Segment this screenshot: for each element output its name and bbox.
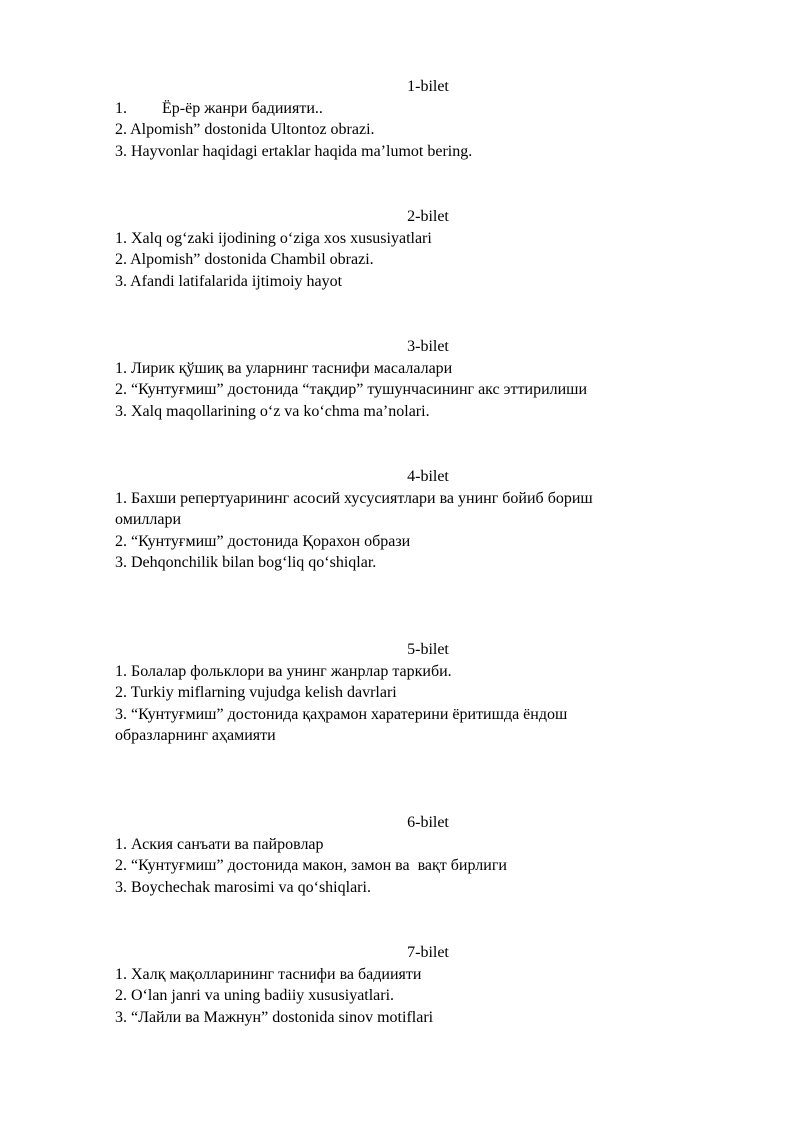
ticket-6 (115, 812, 700, 898)
question-3-line-1: 3. “Кунтуғмиш” достонида қаҳрамон харатерини ёритишда ёндош (115, 705, 568, 723)
question-1: 1. Аския санъати ва пайровлар (115, 835, 324, 853)
ticket-title: 4-bilet (407, 468, 449, 485)
question-3: 3. Boychechak marosimi va qo‘shiqlari. (115, 878, 371, 896)
question-2: 2. O‘lan janri va uning badiiy xususiyatlari. (115, 987, 395, 1005)
question-1-line-2: омиллари (115, 511, 182, 529)
question-2: 2. “Кунтуғмиш” достонида макон, замон ва вақт бирлиги (115, 857, 507, 875)
ticket-5 (115, 639, 700, 747)
ticket-title: 1-bilet (407, 78, 449, 95)
question-1 (115, 98, 700, 120)
question-3: 3. Xalq maqollarining o‘z va ko‘chma ma’nolari. (115, 402, 430, 420)
question-1: 1. Болалар фольклори ва унинг жанрлар таркиби. (115, 662, 452, 680)
question-2: 2. Turkiy miflarning vujudga kelish davrlari (115, 684, 397, 702)
ticket-1 (115, 76, 700, 162)
question-1-line-1: 1. Бахши репертуарининг асосий хусусиятлари ва унинг бойиб бориш (115, 489, 593, 507)
question-2: 2. Alpomish” dostonida Chambil obrazi. (115, 251, 374, 269)
ticket-title: 6-bilet (407, 814, 449, 831)
question-3-line-2: образларнинг аҳамияти (115, 727, 276, 745)
question-3: 3. Hayvonlar haqidagi ertaklar haqida ma’lumot bering. (115, 142, 473, 160)
question-2: 2. “Кунтуғмиш” достонида “тақдир” тушунчасининг акс эттирилиши (115, 381, 588, 399)
question-2: 2. “Кунтуғмиш” достонида Қорахон образи (115, 532, 411, 550)
ticket-2 (115, 206, 700, 292)
question-3: 3. Afandi latifalarida ijtimoiy hayot (115, 272, 343, 290)
ticket-3 (115, 336, 700, 422)
question-1: 1. Халқ мақолларининг таснифи ва бадиияти (115, 965, 422, 983)
question-1: 1. Xalq og‘zaki ijodining o‘ziga xos xususiyatlari (115, 229, 432, 247)
question-text: Ёр-ёр жанри бадиияти.. (162, 99, 323, 117)
question-3: 3. Dehqonchilik bilan bog‘liq qo‘shiqlar. (115, 554, 377, 572)
question-1: 1. Лирик қўшиқ ва уларнинг таснифи масалалари (115, 359, 453, 377)
ticket-title: 7-bilet (407, 944, 449, 961)
ticket-7 (115, 942, 700, 1028)
question-3: 3. “Лайли ва Мажнун” dostonida sinov motiflari (115, 1008, 434, 1026)
ticket-4 (115, 466, 700, 574)
question-2: 2. Alpomish” dostonida Ultontoz obrazi. (115, 121, 375, 139)
question-number: 1. (115, 99, 127, 117)
ticket-title: 3-bilet (407, 338, 449, 355)
ticket-title: 2-bilet (407, 208, 449, 225)
ticket-title: 5-bilet (407, 641, 449, 658)
